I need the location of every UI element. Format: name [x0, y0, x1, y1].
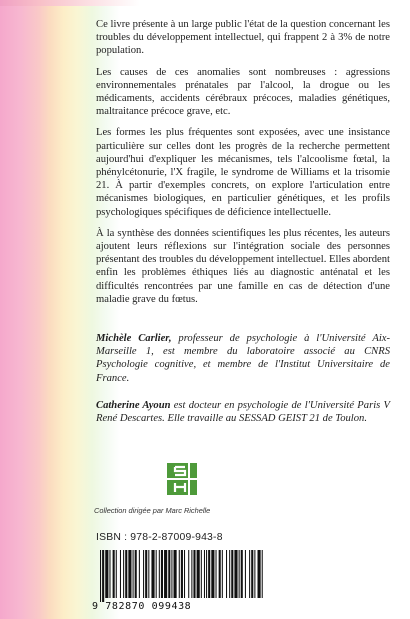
author-name-2: Catherine Ayoun	[96, 399, 171, 411]
summary-paragraph-3: Les formes les plus fréquentes sont exposées, avec une insistance particulière sur celles dont les progrès de la recherche permettent aujourd'hui d'expliquer les mécanismes, tels l'alcoolisme fœtal, la phénylcétonurie, l'X fragile, le syndrome de Williams et la trisomie 21. À partir d'exemples concrets, on explore l'articulation entre mécanismes biologiques, en particulier génétiques, et les profils psychologiques spécifiques de déficience intellectuelle.	[96, 127, 390, 218]
summary-paragraph-2: Les causes de ces anomalies sont nombreuses : agressions environnementales prénatales par l'alcool, la drogue ou les médicaments, accidents cérébraux précoces, maladies génétiques, maltraitance précoce grave, etc.	[96, 66, 390, 118]
barcode-bar	[258, 550, 261, 598]
barcode-bar	[262, 550, 263, 598]
barcode-bar	[116, 550, 117, 598]
summary-paragraph-4: À la synthèse des données scientifiques les plus récentes, les auteurs ajoutent leurs réflexions sur l'intégration sociale des personnes présentant des troubles du développement intellectuel. Elles abordent enfin les problèmes éthiques liés au diagnostic anténatal et les difficultés rencontrées par une famille en cas de détection d'une maladie grave du fœtus.	[96, 227, 390, 305]
barcode-bar	[151, 550, 154, 598]
barcode-bar	[239, 550, 240, 598]
barcode-bar	[120, 550, 121, 598]
barcode-bar	[197, 550, 200, 598]
barcode-bar	[125, 550, 127, 598]
author-bio-1	[96, 332, 390, 385]
barcode-bar	[164, 550, 167, 598]
barcode-bar	[133, 550, 134, 598]
barcode-bar	[156, 550, 157, 598]
isbn-barcode	[96, 550, 266, 602]
barcode-bar	[143, 550, 144, 598]
cover-top-strip	[0, 0, 410, 6]
barcode-bar	[181, 550, 183, 598]
barcode-bar	[226, 550, 227, 598]
barcode-bar	[222, 550, 223, 598]
barcode-bar	[231, 550, 233, 598]
barcode-bar	[245, 550, 246, 598]
barcode-bar	[113, 550, 115, 598]
barcode-bar	[109, 550, 110, 598]
barcode-bar	[208, 550, 210, 598]
barcode-bar	[148, 550, 149, 598]
publisher-sh-logo-icon	[166, 462, 198, 496]
barcode-bar	[100, 550, 101, 602]
barcode-bar	[234, 550, 237, 598]
barcode-bar	[135, 550, 137, 598]
barcode-bar	[179, 550, 180, 598]
summary-text	[96, 18, 390, 314]
barcode-bar	[229, 550, 230, 598]
author-name-1: Michèle Carlier,	[96, 333, 172, 344]
author-bio-text-1: professeur de psychologie à l'Université Aix-Marseille 1, est membre du laboratoire associé au CNRS Psychologie cognitive, et membre de l'Institut Universitaire de France.	[96, 333, 390, 384]
barcode-bar	[123, 550, 124, 598]
barcode-digits: 9 782870 099438	[92, 601, 192, 612]
barcode-bar	[241, 550, 243, 598]
barcode-bar	[216, 550, 217, 598]
barcode-bar	[139, 550, 140, 598]
barcode-bar	[102, 550, 104, 602]
author-bio-2	[96, 399, 390, 425]
author-bios	[96, 332, 390, 439]
barcode-bar	[128, 550, 131, 598]
barcode-bar	[105, 550, 108, 598]
barcode-bar	[219, 550, 221, 598]
barcode-bar	[201, 550, 202, 598]
collection-credit: Collection dirigée par Marc Richelle	[94, 506, 211, 515]
barcode-bar	[191, 550, 192, 598]
barcode-bar	[174, 550, 177, 598]
barcode-bar	[254, 550, 255, 598]
summary-paragraph-1: Ce livre présente à un large public l'état de la question concernant les troubles du développement intellectuel, qui frappent 2 à 3% de notre population.	[96, 19, 390, 57]
barcode-bar	[204, 550, 205, 598]
barcode-bar	[251, 550, 253, 598]
barcode-bar	[188, 550, 189, 598]
barcode-bar	[171, 550, 172, 598]
barcode-bar	[206, 550, 207, 598]
barcode-bar	[193, 550, 195, 598]
barcode-bar	[145, 550, 147, 598]
barcode-bar	[249, 550, 250, 598]
author-bio-text-2: est docteur en psychologie de l'Université Paris V René Descartes. Elle travaille au SESSAD GEIST 21 de Toulon.	[96, 399, 390, 425]
isbn-label: ISBN : 978-2-87009-943-8	[96, 532, 223, 543]
barcode-bar	[161, 550, 163, 598]
barcode-bar	[159, 550, 160, 598]
barcode-bar	[184, 550, 185, 598]
barcode-bar	[211, 550, 214, 598]
barcode-bar	[168, 550, 170, 598]
